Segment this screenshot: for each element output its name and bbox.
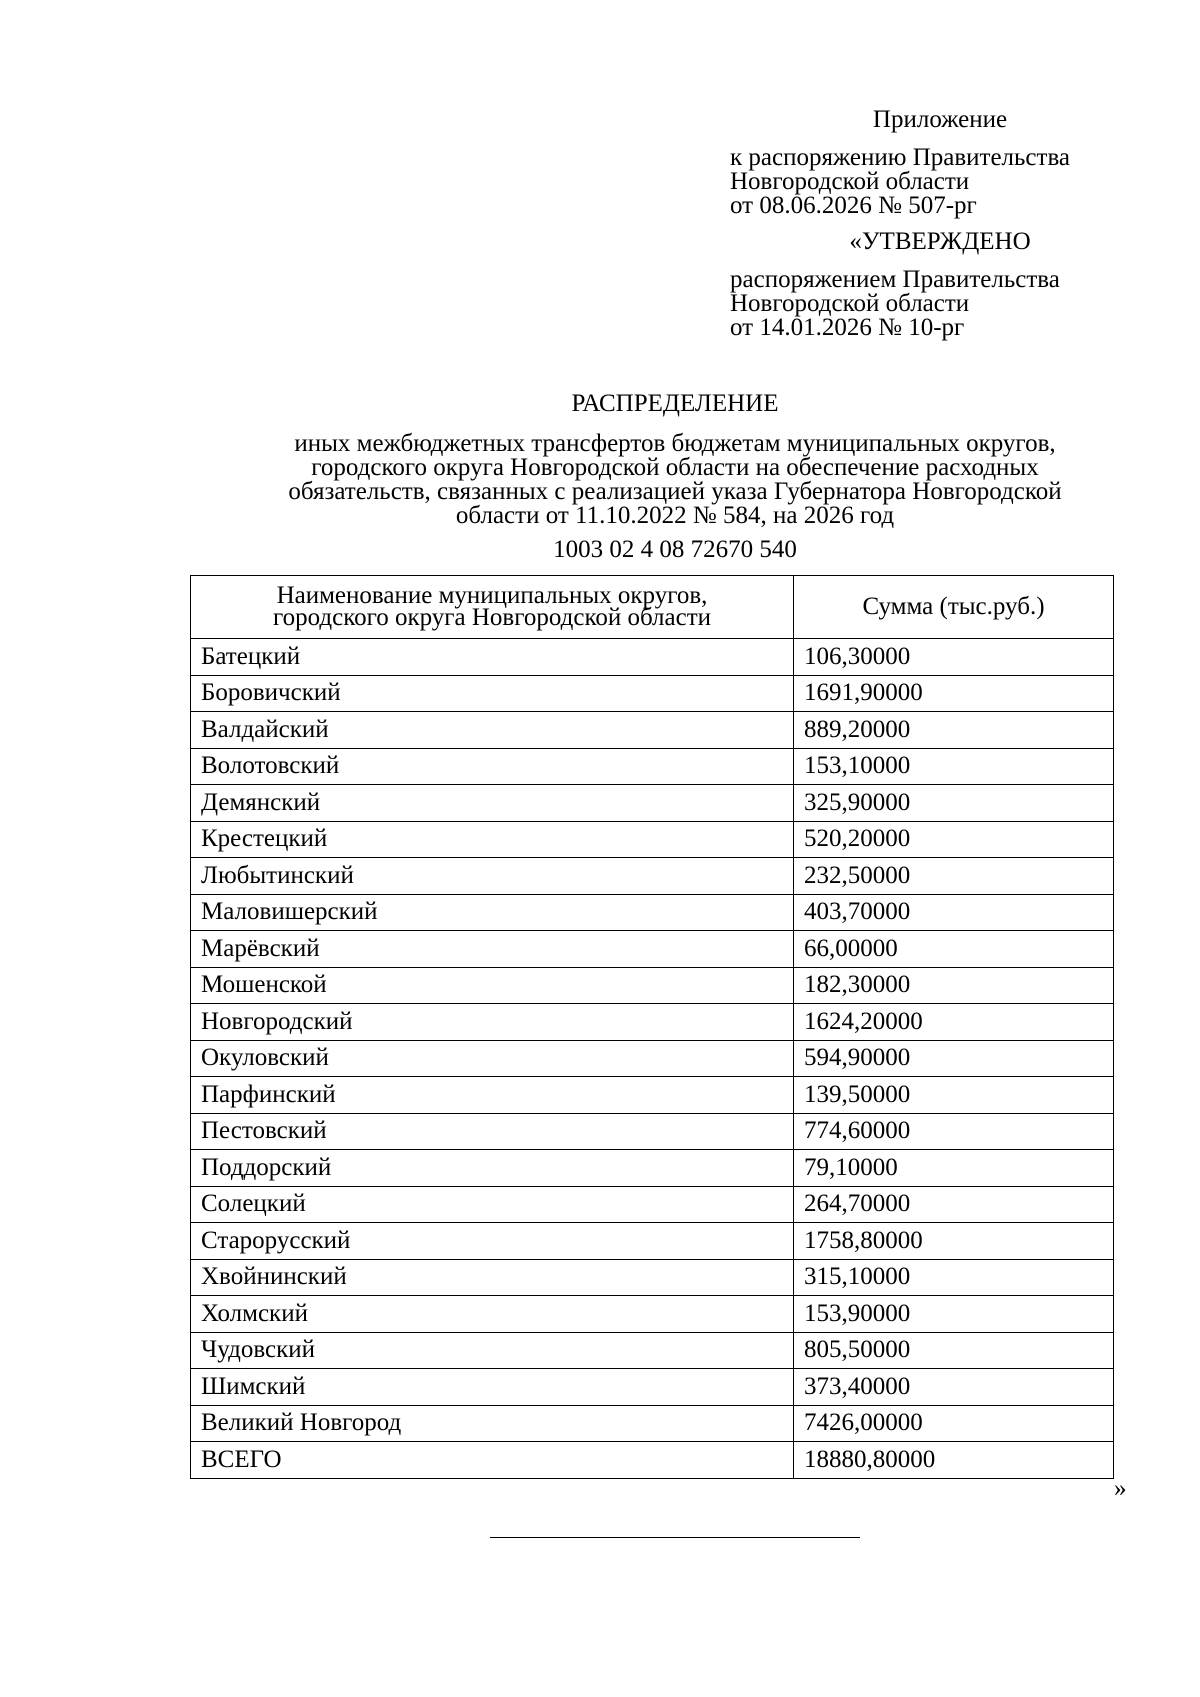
- municipality-name-cell: Холмский: [191, 1296, 794, 1333]
- sum-cell: 66,00000: [794, 931, 1114, 968]
- header-municipality-name: [191, 576, 794, 639]
- sum-cell: 153,10000: [794, 748, 1114, 785]
- municipality-name-cell: Волотовский: [191, 748, 794, 785]
- municipality-name-cell: Демянский: [191, 785, 794, 822]
- sum-cell: 232,50000: [794, 858, 1114, 895]
- order-reference-line: Новгородской области: [730, 168, 970, 195]
- table-row: [191, 1332, 1114, 1369]
- municipality-name-cell: Крестецкий: [191, 821, 794, 858]
- subtitle-line: городского округа Новгородской области на обеспечение расходных: [311, 454, 1039, 481]
- table-row: [191, 1223, 1114, 1260]
- table-row: [191, 1040, 1114, 1077]
- approved-reference-line: от 14.01.2026 № 10-рг: [730, 314, 965, 341]
- municipality-name-cell: Новгородский: [191, 1004, 794, 1041]
- municipality-name-cell: Старорусский: [191, 1223, 794, 1260]
- table-header-row: [191, 576, 1114, 639]
- table-row: [191, 858, 1114, 895]
- table-row: [191, 748, 1114, 785]
- municipality-name-cell: Окуловский: [191, 1040, 794, 1077]
- table-row: [191, 1150, 1114, 1187]
- order-reference-line: к распоряжению Правительства: [730, 144, 1071, 171]
- sum-cell: 1624,20000: [794, 1004, 1114, 1041]
- sum-cell: 403,70000: [794, 894, 1114, 931]
- appendix-title: Приложение: [872, 106, 1008, 133]
- sum-cell: 373,40000: [794, 1369, 1114, 1406]
- table-row: [191, 894, 1114, 931]
- table-row: [191, 931, 1114, 968]
- sum-cell: 182,30000: [794, 967, 1114, 1004]
- municipality-name-cell: Любытинский: [191, 858, 794, 895]
- municipality-name-cell: Шимский: [191, 1369, 794, 1406]
- approved-reference-line: распоряжением Правительства: [730, 266, 1060, 293]
- table-row: [191, 1259, 1114, 1296]
- budget-code: 1003 02 4 08 72670 540: [553, 536, 797, 563]
- sum-cell: 106,30000: [794, 639, 1114, 676]
- approved-label: «УТВЕРЖДЕНО: [849, 228, 1031, 255]
- approved-reference: [730, 268, 1170, 340]
- municipality-name-cell: Маловишерский: [191, 894, 794, 931]
- table-row: [191, 1113, 1114, 1150]
- municipality-name-cell: Поддорский: [191, 1150, 794, 1187]
- sum-cell: 594,90000: [794, 1040, 1114, 1077]
- sum-cell: 774,60000: [794, 1113, 1114, 1150]
- table-row: [191, 1077, 1114, 1114]
- table-row: [191, 639, 1114, 676]
- sum-cell: 153,90000: [794, 1296, 1114, 1333]
- municipality-name-cell: Хвойнинский: [191, 1259, 794, 1296]
- sum-cell: 1691,90000: [794, 675, 1114, 712]
- municipality-name-cell: Марёвский: [191, 931, 794, 968]
- table-body: [191, 639, 1114, 1479]
- subtitle-line: области от 11.10.2022 № 584, на 2026 год: [455, 502, 895, 529]
- subtitle-line: иных межбюджетных трансфертов бюджетам муниципальных округов,: [294, 430, 1056, 457]
- distribution-table: [190, 575, 1114, 1479]
- municipality-name-cell: ВСЕГО: [191, 1442, 794, 1479]
- table-row: [191, 712, 1114, 749]
- table-row: [191, 1442, 1114, 1479]
- order-reference: [730, 146, 1170, 218]
- municipality-name-cell: Солецкий: [191, 1186, 794, 1223]
- table-row: [191, 1369, 1114, 1406]
- sum-cell: 315,10000: [794, 1259, 1114, 1296]
- sum-cell: 18880,80000: [794, 1442, 1114, 1479]
- table-row: [191, 1296, 1114, 1333]
- sum-cell: 325,90000: [794, 785, 1114, 822]
- header-name-line: городского округа Новгородской области: [272, 604, 712, 631]
- header-name-line: Наименование муниципальных округов,: [276, 582, 708, 609]
- sum-cell: 520,20000: [794, 821, 1114, 858]
- municipality-name-cell: Валдайский: [191, 712, 794, 749]
- footer-divider: [490, 1537, 860, 1538]
- sum-cell: 889,20000: [794, 712, 1114, 749]
- sum-cell: 7426,00000: [794, 1405, 1114, 1442]
- document-title: РАСПРЕДЕЛЕНИЕ: [571, 390, 779, 417]
- closing-quote: »: [1114, 1475, 1127, 1502]
- sum-cell: 79,10000: [794, 1150, 1114, 1187]
- municipality-name-cell: Парфинский: [191, 1077, 794, 1114]
- table-row: [191, 1405, 1114, 1442]
- municipality-name-cell: Чудовский: [191, 1332, 794, 1369]
- subtitle-line: обязательств, связанных с реализацией указа Губернатора Новгородской: [288, 478, 1062, 505]
- sum-cell: 805,50000: [794, 1332, 1114, 1369]
- table-row: [191, 1186, 1114, 1223]
- sum-cell: 264,70000: [794, 1186, 1114, 1223]
- order-reference-line: от 08.06.2026 № 507-рг: [730, 192, 977, 219]
- sum-cell: 139,50000: [794, 1077, 1114, 1114]
- table-row: [191, 675, 1114, 712]
- sum-cell: 1758,80000: [794, 1223, 1114, 1260]
- table-row: [191, 821, 1114, 858]
- approval-block: [730, 108, 1170, 352]
- municipality-name-cell: Боровичский: [191, 675, 794, 712]
- municipality-name-cell: Мошенской: [191, 967, 794, 1004]
- table-row: [191, 785, 1114, 822]
- table-row: [191, 1004, 1114, 1041]
- municipality-name-cell: Батецкий: [191, 639, 794, 676]
- approved-reference-line: Новгородской области: [730, 290, 970, 317]
- municipality-name-cell: Великий Новгород: [191, 1405, 794, 1442]
- municipality-name-cell: Пестовский: [191, 1113, 794, 1150]
- header-sum: Сумма (тыс.руб.): [794, 576, 1114, 639]
- document-subtitle: [200, 432, 1150, 528]
- table-row: [191, 967, 1114, 1004]
